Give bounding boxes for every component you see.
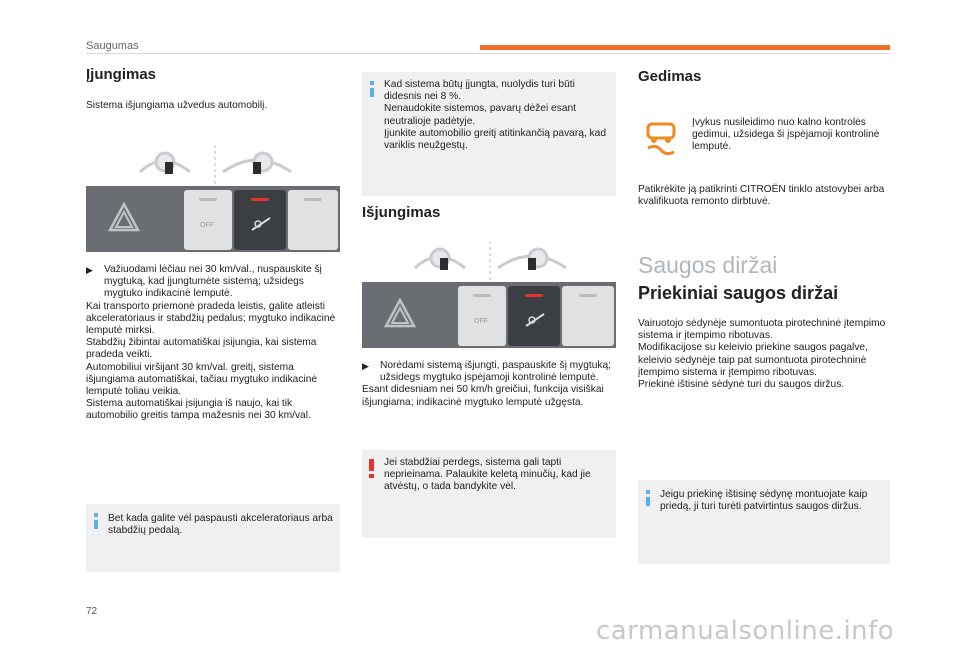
indicator-led (525, 294, 543, 297)
intro-text: Sistema išjungiama užvedus automobilį. (86, 100, 268, 111)
section-label: Saugumas (86, 40, 139, 52)
arrow-icon: ▶ (86, 265, 93, 275)
warning-box (362, 450, 616, 538)
deactivation-para: Esant didesniam nei 50 km/h greičiui, funkcija visiškai išjungiama; indikacinė mygtuko lemputė užgęsta. (362, 384, 604, 408)
hill-descent-icon (524, 310, 546, 328)
fault-text: Įvykus nusileidimo nuo kalno kontrolės gedimui, užsidega ši įspėjamoji kontrolinė lemputė. (692, 117, 880, 153)
activation-para-3: Automobiliui viršijant 30 km/val. greitį, sistema išjungiama automatiškai, tačiau mygtuko indikacinė lemputė toliau veikia. (86, 361, 318, 398)
hdc-off-button[interactable] (458, 286, 506, 346)
info-text-2b: Nenaudokite sistemos, pavarų dėžei esant neutralioje padėtyje. (384, 103, 576, 127)
activation-para-1: Kai transporto priemonė pradeda leistis, galite atleisti akceleratoriaus ir stabdžių pedalus; mygtuko indikacinė lemputė mirksi. (86, 300, 336, 337)
adjacent-button[interactable] (562, 286, 614, 346)
belts-para-2: Modifikacijose su keleivio priekine saugos pagalve, keleivio sėdynėje taip pat sumontuota pirotechninė įtempimo sistema ir įtempimo ribotuvas. (638, 342, 868, 378)
activation-bullet: ▶ Važiuodami lėčiau nei 30 km/val., nuspauskite šį mygtuką, kad įjungtumėte sistemą; užsidegs mygtuko indikacinė lemputė. (86, 264, 322, 300)
heading-fault: Gedimas (638, 68, 702, 85)
check-text: Patikrėkite ją patikrinti CITROËN tinklo atstovybei arba kvalifikuota remonto dirbtuvė. (638, 184, 885, 208)
button-panel (362, 282, 616, 348)
gauge-illustration (135, 140, 295, 186)
hazard-icon (108, 202, 140, 232)
arrow-icon: ▶ (362, 361, 369, 371)
belts-para-1: Vairuotojo sėdynėje sumontuota pirotechninė įtempimo sistema ir įtempimo ribotuvas. (638, 318, 886, 342)
hazard-icon (384, 298, 416, 328)
info-icon (370, 81, 374, 85)
subheading-front-belts: Priekiniai saugos diržai (638, 283, 839, 303)
off-label: OFF (474, 318, 488, 325)
info-box-3 (638, 480, 890, 564)
info-box-2 (362, 72, 616, 196)
hill-descent-warning-icon (644, 118, 678, 158)
page-number: 72 (86, 606, 98, 617)
warning-text: Jei stabdžiai perdegs, sistema gali tapti neprieinama. Palaukite keletą minučių, kad jie atvėstų, o tada bandykite vėl. (384, 457, 591, 493)
hill-descent-button[interactable] (508, 286, 560, 346)
gauge-illustration (410, 236, 570, 282)
info-icon (94, 513, 98, 517)
header-accent-bar (480, 45, 890, 50)
info-box-1 (86, 504, 340, 572)
info-text-2a: Kad sistema būtų įjungta, nuolydis turi būti didesnis nei 8 %. (384, 79, 575, 103)
button-panel (86, 186, 340, 252)
belts-para-3: Priekinė ištisinė sėdynė turi du saugos diržus. (638, 379, 845, 391)
heading-deactivation: Išjungimas (362, 204, 441, 221)
hdc-off-button[interactable] (184, 190, 232, 250)
warning-icon (369, 459, 374, 471)
hill-descent-icon (250, 214, 272, 232)
header-rule (86, 53, 890, 54)
activation-para-2: Stabdžių žibintai automatiškai įsijungia, kai sistema pradeda veikti. (86, 337, 317, 361)
section-title: Saugos diržai (638, 252, 778, 278)
indicator-led (251, 198, 269, 201)
off-label: OFF (200, 222, 214, 229)
watermark: carmanualsonline.info (596, 616, 895, 646)
info-text-1: Bet kada galite vėl paspausti akceleratoriaus arba stabdžių pedalą. (108, 513, 333, 537)
activation-para-4: Sistema automatiškai įsijungia iš naujo, kai tik automobilio greitis tampa mažesnis nei 30 km/val. (86, 398, 311, 422)
info-text-2c: Įjunkite automobilio greitį atitinkančią pavarą, kad variklis neužgestų. (384, 127, 606, 152)
info-icon (646, 490, 650, 494)
hill-descent-button[interactable] (234, 190, 286, 250)
heading-activation: Įjungimas (86, 66, 157, 83)
info-text-3: Jeigu priekinę ištisinę sėdynę montuojate kaip priedą, ji turi turėti patvirtintus saugos diržus. (660, 489, 868, 513)
deactivation-bullet: ▶ Norėdami sistemą išjungti, paspauskite šį mygtuką; užsidegs mygtuko įspėjamoji kontrolinė lemputė. (362, 360, 612, 384)
adjacent-button[interactable] (288, 190, 338, 250)
